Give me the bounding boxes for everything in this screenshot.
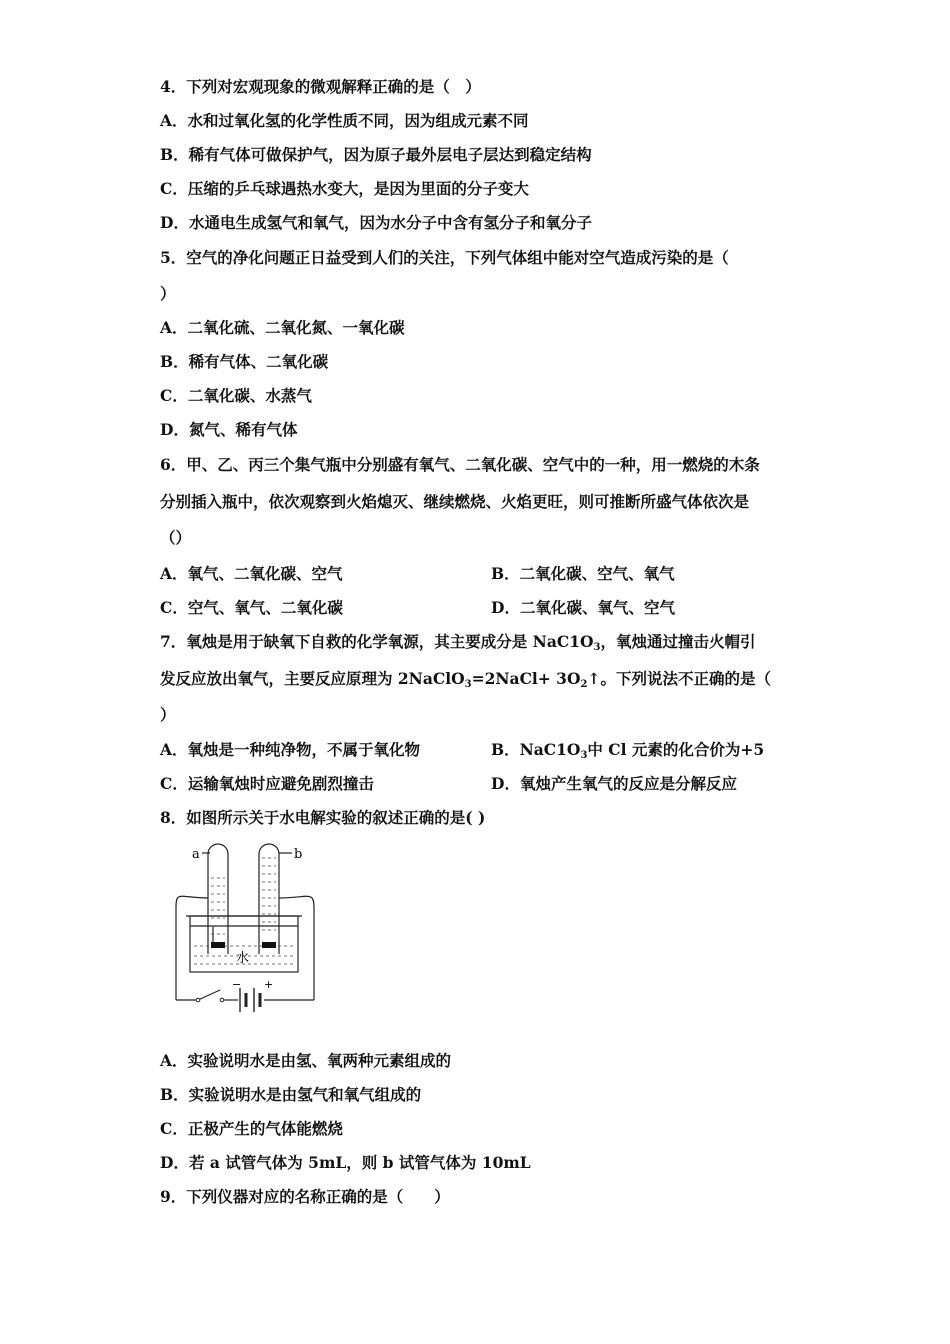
q8-option-b: B．实验说明水是由氢气和氧气组成的 [160, 1085, 422, 1104]
figure-label-a: a [192, 847, 200, 862]
q6-stem-line2: 分别插入瓶中，依次观察到火焰熄灭、继续燃烧、火焰更旺，则可推断所盛气体依次是 [160, 492, 750, 511]
q7-option-c: C．运输氧烛时应避免剧烈撞击 [160, 774, 374, 793]
figure-label-minus: − [232, 978, 242, 991]
q7-stem-line1-sub: 3 [593, 642, 601, 653]
switch-contact-left [196, 998, 200, 1002]
test-tube-a [208, 844, 228, 954]
q4-option-a: A．水和过氧化氢的化学性质不同，因为组成元素不同 [160, 111, 529, 130]
q7-option-b-end: 中 Cl 元素的化合价为+5 [587, 740, 765, 759]
q7-stem-line2-end: ↑。下列说法不正确的是（ [587, 669, 771, 688]
q5-option-b: B．稀有气体、二氧化碳 [160, 352, 329, 371]
test-tube-b [259, 844, 279, 954]
q6-stem-line3: （） [160, 528, 192, 547]
figure-label-water: 水 [236, 951, 250, 966]
q6-option-d: D．二氧化碳、氧气、空气 [491, 598, 675, 617]
q8-stem: 8．如图所示关于水电解实验的叙述正确的是( ) [160, 808, 486, 827]
q7-stem-line1-text: 7．氧烛是用于缺氧下自救的化学氧源，其主要成分是 NaC1O [160, 632, 594, 651]
q7-option-b-pre: B．NaC1O [491, 740, 581, 759]
q8-option-c: C．正极产生的气体能燃烧 [160, 1119, 343, 1138]
q7-option-a: A．氧烛是一种纯净物，不属于氧化物 [160, 740, 421, 759]
q4-stem: 4．下列对宏观现象的微观解释正确的是（ ） [160, 77, 481, 96]
water-electrolysis-figure [168, 838, 328, 1028]
q4-option-d: D．水通电生成氢气和氧气，因为水分子中含有氢分子和氧分子 [160, 213, 592, 232]
q9-stem: 9．下列仪器对应的名称正确的是（ ） [160, 1187, 450, 1206]
q5-stem-end: ） [160, 284, 176, 303]
q8-option-a: A．实验说明水是由氢、氧两种元素组成的 [160, 1051, 452, 1070]
q6-option-c: C．空气、氧气、二氧化碳 [160, 598, 343, 617]
q4-option-c: C．压缩的乒乓球遇热水变大，是因为里面的分子变大 [160, 179, 529, 198]
q7-option-b-sub: 3 [580, 750, 588, 761]
q5-option-a: A．二氧化硫、二氧化氮、一氧化碳 [160, 318, 405, 337]
electrode-b [262, 942, 276, 948]
q6-option-a: A．氧气、二氧化碳、空气 [160, 564, 343, 583]
q7-option-d: D．氧烛产生氧气的反应是分解反应 [491, 774, 737, 793]
q7-stem-line2-sub1: 3 [464, 679, 472, 690]
q6-stem-line1: 6．甲、乙、丙三个集气瓶中分别盛有氧气、二氧化碳、空气中的一种，用一燃烧的木条 [160, 455, 760, 474]
figure-label-b: b [294, 847, 303, 862]
switch-lever [198, 990, 220, 1000]
q5-option-d: D．氮气、稀有气体 [160, 420, 298, 439]
q6-option-b: B．二氧化碳、空气、氧气 [491, 564, 675, 583]
q7-stem-line3: ） [160, 705, 176, 724]
q7-stem-line1 [160, 632, 756, 652]
q7-stem-line2 [160, 669, 771, 689]
q7-stem-line2-pre: 发反应放出氧气，主要反应原理为 2NaClO [160, 669, 465, 688]
switch-contact-right [220, 998, 224, 1002]
q4-option-b: B．稀有气体可做保护气，因为原子最外层电子层达到稳定结构 [160, 145, 592, 164]
q5-option-c: C．二氧化碳、水蒸气 [160, 386, 312, 405]
q7-stem-line2-sub2: 2 [580, 679, 588, 690]
q8-option-d: D．若 a 试管气体为 5mL，则 b 试管气体为 10mL [160, 1153, 531, 1172]
q5-stem: 5．空气的净化问题正日益受到人们的关注，下列气体组中能对空气造成污染的是（ [160, 248, 729, 267]
electrode-a [211, 942, 225, 948]
q7-option-b [491, 740, 764, 760]
wire-right [279, 896, 314, 1000]
q7-stem-line2-mid: =2NaCl+ 3O [471, 669, 581, 688]
q7-stem-line1-end: ，氧烛通过撞击火帽引 [600, 632, 756, 651]
figure-label-plus: + [264, 978, 274, 991]
